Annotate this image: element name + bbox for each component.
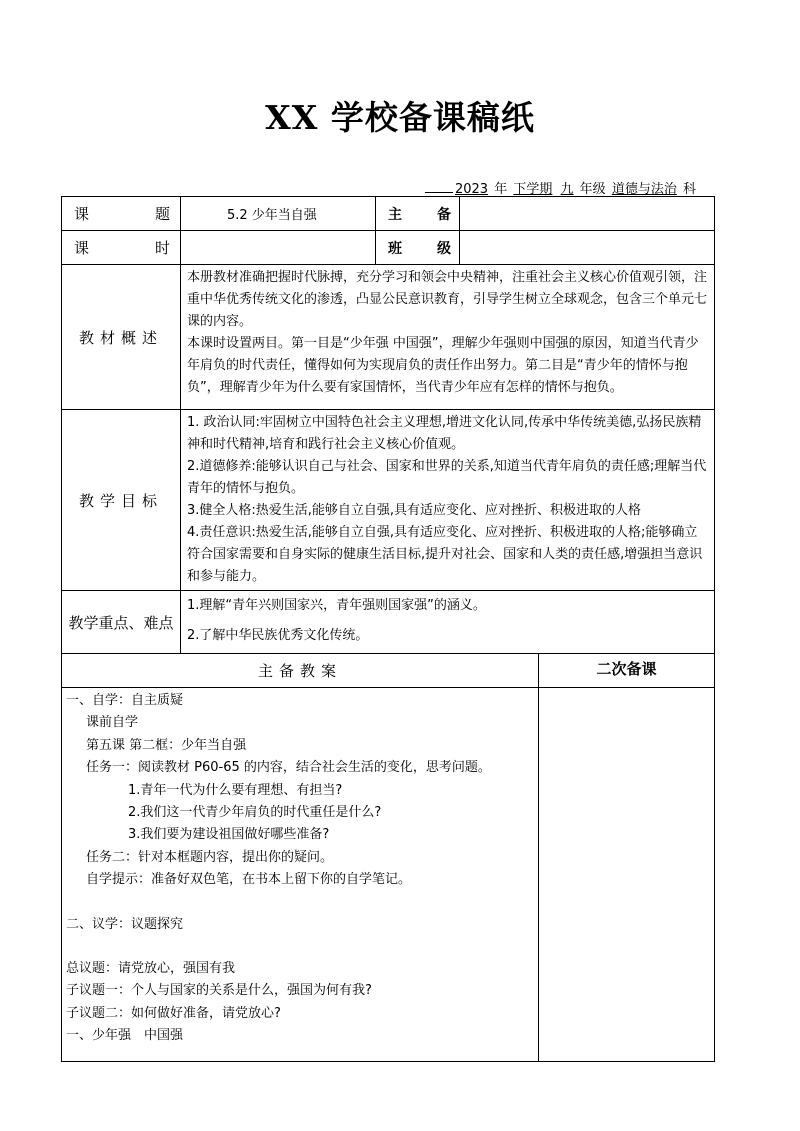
overview-paragraph: 本册教材准确把握时代脉搏，充分学习和领会中央精神，注重社会主义核心价值观引领，注重中华优秀传统文化的渗透，凸显公民意识教育，引导学生树立全球观念，包含三个单元七课的内容。 [187,270,708,329]
overview-row [62,265,715,410]
keypoints-content [181,591,715,654]
meta-grade: 九 [560,182,574,197]
plan-line: 自学提示：准备好双色笔，在书本上留下你的自学笔记。 [86,872,412,888]
goal-item: 2.道德修养:能够认识自己与社会、国家和世界的关系,知道当代青年肩负的责任感;理解当代青年的情怀与抱负。 [187,459,707,496]
period-row [62,231,715,265]
page-title: XX 学校备课稿纸 [265,98,535,137]
plan-line: 3.我们要为建设祖国做好哪些准备? [128,827,330,843]
keypoint-item: 2.了解中华民族优秀文化传统。 [187,628,369,643]
topic-label-cell: 课 题 [62,197,181,231]
period-label-cell: 课 时 [62,231,181,265]
plan-line: 1.青年一代为什么要有理想、有担当? [128,782,343,798]
goal-item: 1. 政治认同:牢固树立中国特色社会主义理想,增进文化认同,传承中华传统美德,弘扬民族精神和时代精神,培育和践行社会主义核心价值观。 [187,415,702,452]
overview-paragraph: 本课时设置两目。第一目是“少年强 中国强”，理解少年强则中国强的原因，知道当代青少年肩负的时代责任，懂得如何为实现肩负的责任作出努力。第二目是“青少年的情怀与抱负”，理解青少年为什么要有家国情怀，当代青少年应有怎样的情怀与抱负。 [187,336,699,395]
plan-line: 2.我们这一代青少年肩负的时代重任是什么? [128,805,382,821]
plan-blank-line [66,936,534,958]
meta-term: 下学期 [513,182,553,197]
plan-line: 二、议学：议题探究 [66,916,184,932]
keypoints-label: 教学重点、难点 [62,591,181,654]
lesson-plan-table [61,196,715,1062]
class-value[interactable] [460,231,715,265]
course-meta-line [425,178,696,197]
goals-label: 教学目标 [62,410,181,591]
plan-line: 一、少年强 中国强 [66,1028,184,1044]
topic-row [62,197,715,231]
goal-item: 4.责任意识:热爱生活,能够自立自强,具有适应变化、应对挫折、积极进取的人格;能够确立符合国家需要和自身实际的健康生活目标,提升对社会、国家和人类的责任感,增强担当意识和参与能力。 [187,525,703,584]
plan-line: 一、自学：自主质疑 [66,693,184,708]
goal-item: 3.健全人格:热爱生活,能够自立自强,具有适应变化、应对挫折、积极进取的人格 [187,503,642,518]
goals-content [181,410,715,591]
second-plan-heading: 二次备课 [539,654,715,688]
plan-line: 子议题一：个人与国家的关系是什么，强国为何有我? [66,983,372,999]
plan-header-row [62,654,715,688]
class-label-cell: 班 级 [376,231,460,265]
second-plan-content[interactable] [539,688,715,1062]
plan-line: 任务一：阅读教材 P60-65 的内容，结合社会生活的变化，思考问题。 [86,760,491,776]
meta-year-suffix: 年 [494,182,508,197]
plan-line: 课前自学 [86,715,139,731]
plan-line: 总议题：请党放心，强国有我 [66,961,236,977]
period-value[interactable] [181,231,376,265]
overview-content [181,265,715,410]
topic-value: 5.2 少年当自强 [181,197,376,231]
meta-subject: 道德与法治 [611,182,677,197]
overview-label: 教材概述 [62,265,181,410]
meta-year: 2023 [454,182,489,197]
keypoint-item: 1.理解“青年兴则国家兴，青年强则国家强”的涵义。 [187,598,486,613]
main-plan-content [62,688,539,1062]
plan-line: 第五课 第二框：少年当自强 [86,737,247,753]
host-value[interactable] [460,197,715,231]
plan-line: 任务二：针对本框题内容，提出你的疑问。 [86,849,334,865]
goals-row [62,410,715,591]
meta-grade-suffix: 年级 [579,182,606,197]
host-label-cell: 主 备 [376,197,460,231]
main-plan-heading: 主备教案 [62,654,539,688]
plan-body-row [62,688,715,1062]
plan-blank-line [66,892,534,914]
meta-subject-suffix: 科 [682,182,696,197]
keypoints-row [62,591,715,654]
plan-line: 子议题二：如何做好准备，请党放心? [66,1005,281,1021]
meta-leading-blank [425,180,453,193]
